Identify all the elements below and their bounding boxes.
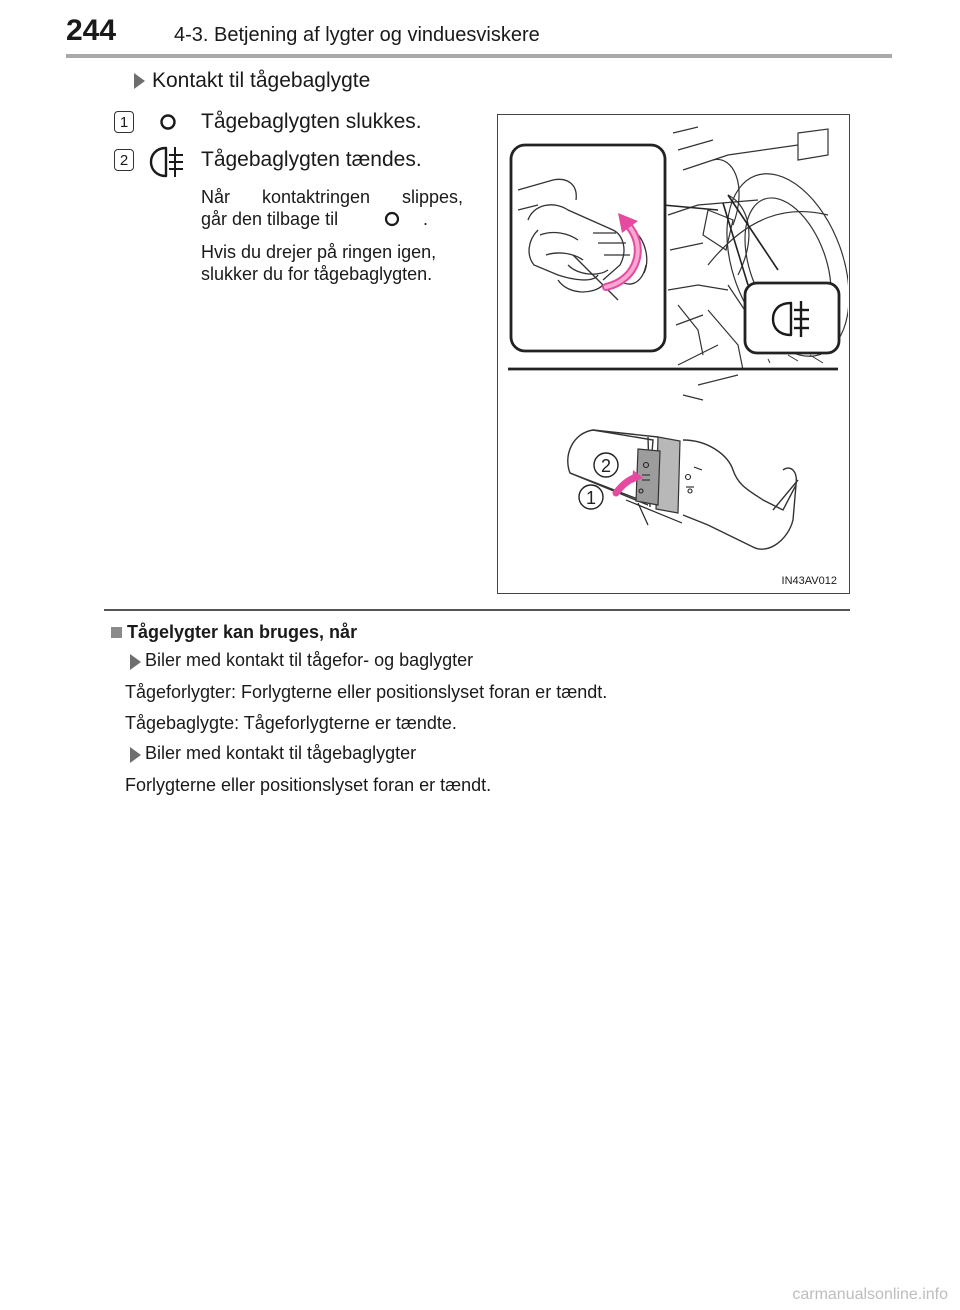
note-line-suffix: . xyxy=(423,209,429,229)
triangle-bullet-icon xyxy=(130,747,141,763)
triangle-bullet-icon xyxy=(134,73,145,89)
header-rule xyxy=(66,54,892,58)
item-number-badge: 1 xyxy=(114,111,134,133)
item-text: Tågebaglygten tændes. xyxy=(201,148,422,171)
section-title: Tågelygter kan bruges, når xyxy=(127,622,358,642)
item-number-badge: 2 xyxy=(114,149,134,171)
body-line: Tågeforlygter: Forlygterne eller positionslyset foran er tændt. xyxy=(125,682,608,702)
square-bullet-icon xyxy=(111,627,122,638)
figure-code: IN43AV012 xyxy=(781,575,837,587)
rear-fog-light-icon xyxy=(148,143,188,181)
fog-switch-illustration xyxy=(498,115,848,592)
figure-illustration xyxy=(497,114,850,594)
light-off-icon xyxy=(383,210,401,228)
page-number: 244 xyxy=(66,14,117,47)
item-text: Tågebaglygten slukkes. xyxy=(201,110,422,133)
sub-heading: Biler med kontakt til tågefor- og baglygter xyxy=(145,650,474,670)
section-subtitle: Kontakt til tågebaglygte xyxy=(152,69,371,92)
callout-1-label: 1 xyxy=(585,488,597,508)
body-line: Tågebaglygte: Tågeforlygterne er tændte. xyxy=(125,713,457,733)
watermark: carmanualsonline.info xyxy=(792,1286,948,1303)
note-line: Når kontaktringen slippes, xyxy=(201,187,463,207)
light-off-icon xyxy=(158,112,178,132)
body-line: Forlygterne eller positionslyset foran er tændt. xyxy=(125,775,492,795)
callout-2-label: 2 xyxy=(600,456,612,476)
note-line-prefix: går den tilbage til xyxy=(201,209,339,229)
sub-heading: Biler med kontakt til tågebaglygter xyxy=(145,743,417,763)
note-line: Hvis du drejer på ringen igen, xyxy=(201,242,437,262)
note-line: slukker du for tågebaglygten. xyxy=(201,264,433,284)
triangle-bullet-icon xyxy=(130,654,141,670)
chapter-title: 4-3. Betjening af lygter og vinduesviskere xyxy=(174,24,540,46)
section-divider xyxy=(104,609,850,611)
